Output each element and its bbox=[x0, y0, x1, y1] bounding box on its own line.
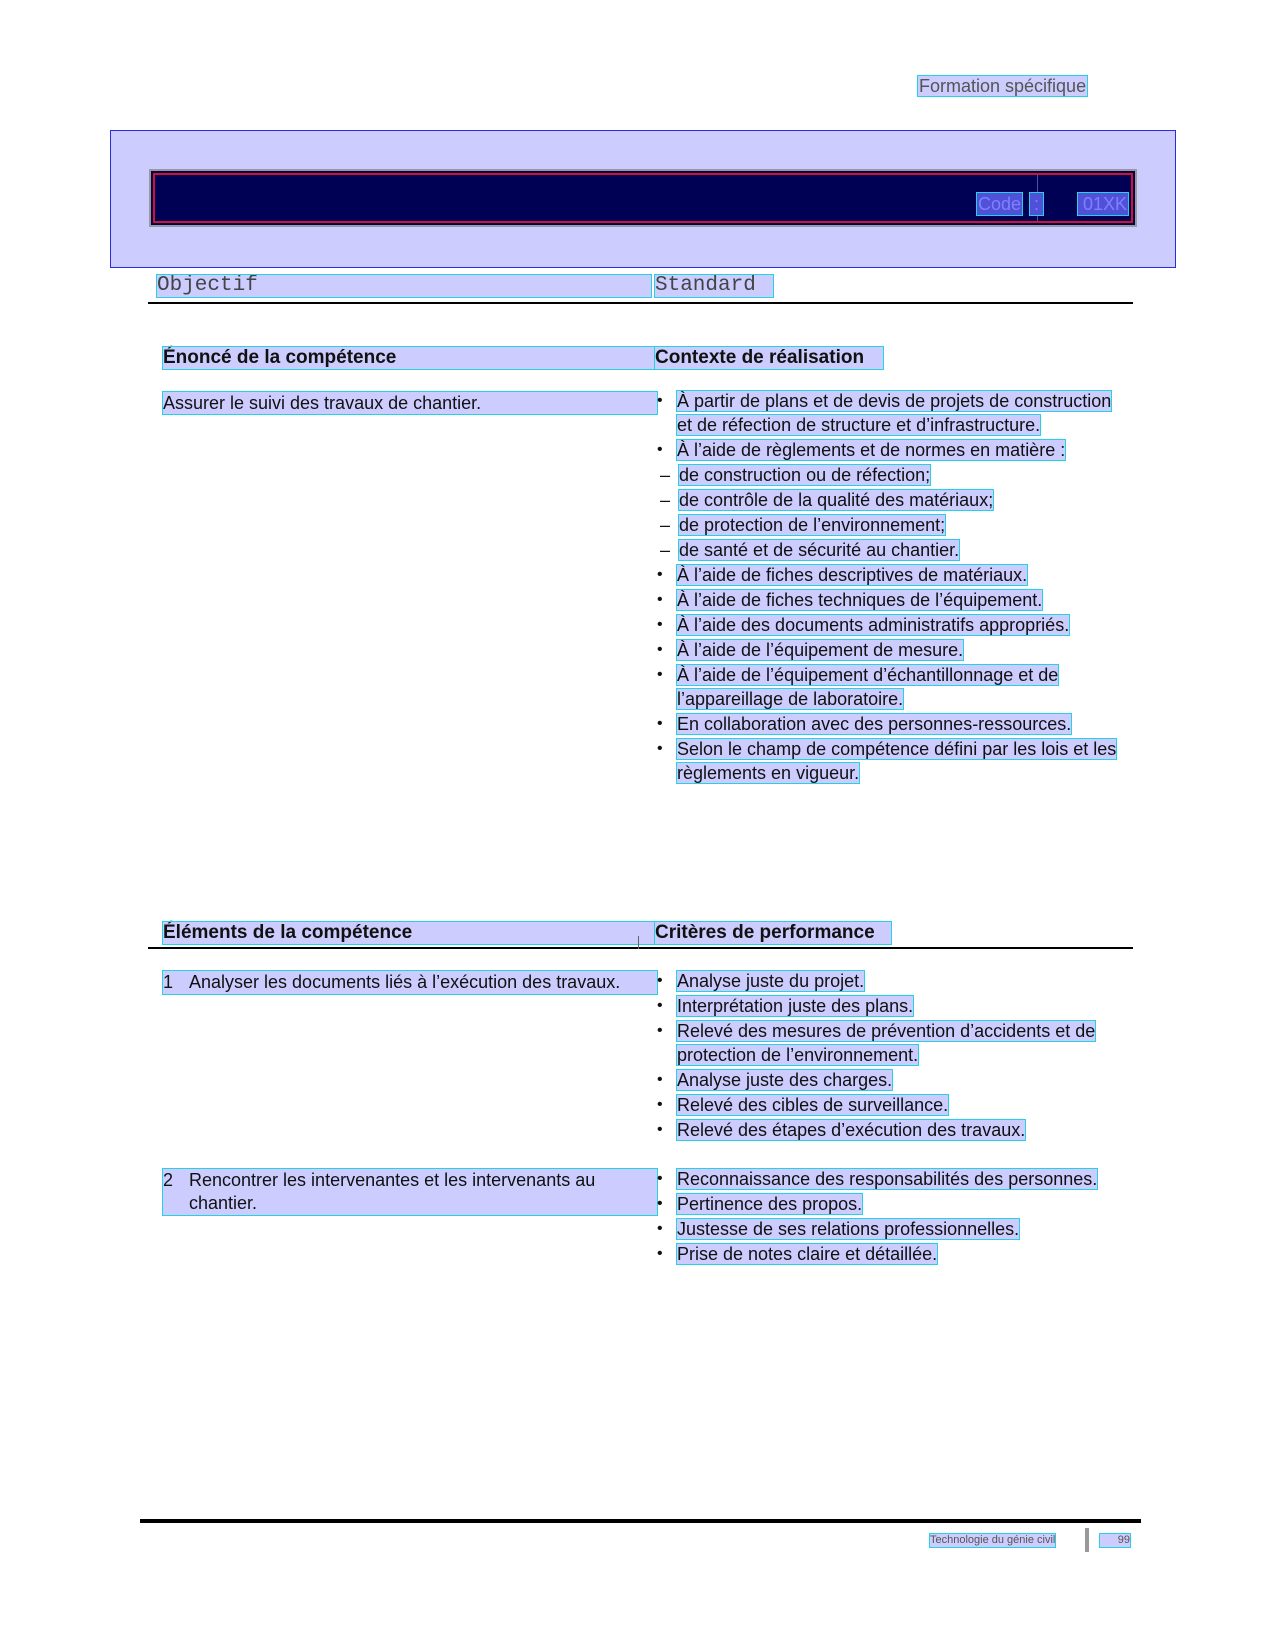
bullet-icon: • bbox=[657, 1195, 663, 1212]
list-item-text: Relevé des mesures de prévention d’accidents et de protection de l’environnement. bbox=[677, 1021, 1096, 1065]
bullet-icon: • bbox=[657, 1096, 663, 1113]
dash-item bbox=[655, 538, 1120, 562]
list-item-text: À l’aide de règlements et de normes en matière : bbox=[677, 440, 1066, 460]
dash-icon: – bbox=[660, 540, 671, 560]
footer-rule bbox=[140, 1519, 1141, 1523]
bullet-item bbox=[655, 1242, 1120, 1266]
contexte-heading: Contexte de réalisation bbox=[655, 347, 883, 369]
element-text: Rencontrer les intervenantes et les intervenants au chantier. bbox=[189, 1170, 596, 1213]
list-item-text: À l’aide de l’équipement de mesure. bbox=[677, 640, 964, 660]
list-item-text: de construction ou de réfection; bbox=[679, 465, 931, 485]
criteria-list bbox=[655, 1167, 1120, 1267]
bullet-item bbox=[655, 663, 1120, 711]
dash-icon: – bbox=[660, 490, 671, 510]
column-divider-tick bbox=[638, 936, 639, 949]
footer-title: Technologie du génie civil bbox=[930, 1534, 1056, 1546]
bullet-item bbox=[655, 1068, 1120, 1092]
enonce-text: Assurer le suivi des travaux de chantier. bbox=[163, 392, 657, 414]
code-colon: : bbox=[1030, 193, 1043, 215]
bullet-icon: • bbox=[657, 1170, 663, 1187]
list-item-text: Analyse juste du projet. bbox=[677, 971, 865, 991]
bullet-icon: • bbox=[657, 997, 663, 1014]
bullet-icon: • bbox=[657, 1022, 663, 1039]
bullet-icon: • bbox=[657, 972, 663, 989]
bullet-item bbox=[655, 613, 1120, 637]
code-bar-frame bbox=[153, 173, 1133, 223]
list-item-text: Relevé des étapes d’exécution des travaux. bbox=[677, 1120, 1026, 1140]
page-number: 99 bbox=[1100, 1534, 1130, 1547]
list-item-text: À l’aide de l’équipement d’échantillonnage et de l’appareillage de laboratoire. bbox=[677, 665, 1059, 709]
list-item-text: Prise de notes claire et détaillée. bbox=[677, 1244, 938, 1264]
dash-icon: – bbox=[660, 465, 671, 485]
footer-separator bbox=[1085, 1528, 1089, 1552]
bullet-item bbox=[655, 1019, 1120, 1067]
bullet-item bbox=[655, 994, 1120, 1018]
list-item-text: Justesse de ses relations professionnelles. bbox=[677, 1219, 1020, 1239]
bullet-item bbox=[655, 588, 1120, 612]
bullet-icon: • bbox=[657, 715, 663, 732]
bullet-icon: • bbox=[657, 591, 663, 608]
dash-icon: – bbox=[660, 515, 671, 535]
elements-rule bbox=[148, 947, 1133, 949]
list-item-text: À l’aide des documents administratifs appropriés. bbox=[677, 615, 1070, 635]
bullet-item bbox=[655, 638, 1120, 662]
bullet-icon: • bbox=[657, 441, 663, 458]
bullet-item bbox=[655, 1192, 1120, 1216]
column-objectif: Objectif bbox=[157, 275, 651, 297]
list-item-text: de santé et de sécurité au chantier. bbox=[679, 540, 960, 560]
bullet-icon: • bbox=[657, 392, 663, 409]
list-item-text: En collaboration avec des personnes-ressources. bbox=[677, 714, 1072, 734]
list-item-text: À l’aide de fiches descriptives de matériaux. bbox=[677, 565, 1028, 585]
bullet-icon: • bbox=[657, 1121, 663, 1138]
element-text: Analyser les documents liés à l’exécution des travaux. bbox=[189, 972, 621, 992]
list-item-text: de protection de l’environnement; bbox=[679, 515, 946, 535]
code-banner bbox=[110, 130, 1176, 268]
code-label: Code bbox=[978, 194, 1022, 214]
bullet-item bbox=[655, 712, 1120, 736]
list-item-text: Reconnaissance des responsabilités des personnes. bbox=[677, 1169, 1098, 1189]
list-item-text: Selon le champ de compétence défini par les lois et les règlements en vigueur. bbox=[677, 739, 1117, 783]
bullet-item bbox=[655, 1093, 1120, 1117]
bullet-item bbox=[655, 563, 1120, 587]
bullet-icon: • bbox=[657, 666, 663, 683]
bullet-icon: • bbox=[657, 1245, 663, 1262]
bullet-icon: • bbox=[657, 566, 663, 583]
element-item bbox=[163, 971, 657, 994]
criteria-heading: Critères de performance bbox=[655, 922, 891, 944]
list-item-text: À partir de plans et de devis de projets de construction et de réfection de structure et d’infrastructure. bbox=[677, 391, 1112, 435]
bullet-icon: • bbox=[657, 1071, 663, 1088]
list-item-text: Pertinence des propos. bbox=[677, 1194, 863, 1214]
header-rule bbox=[148, 302, 1133, 304]
element-number: 2 bbox=[163, 1170, 174, 1190]
enonce-heading: Énoncé de la compétence bbox=[163, 347, 657, 369]
list-item-text: de contrôle de la qualité des matériaux; bbox=[679, 490, 994, 510]
elements-heading: Éléments de la compétence bbox=[163, 922, 657, 944]
list-item-text: Analyse juste des charges. bbox=[677, 1070, 893, 1090]
bullet-icon: • bbox=[657, 740, 663, 757]
list-item-text: Relevé des cibles de surveillance. bbox=[677, 1095, 949, 1115]
code-bar bbox=[149, 169, 1137, 227]
list-item-text: Interprétation juste des plans. bbox=[677, 996, 914, 1016]
bullet-icon: • bbox=[657, 616, 663, 633]
code-value: 01XK bbox=[1078, 193, 1128, 215]
dash-item bbox=[655, 513, 1120, 537]
dash-item bbox=[655, 488, 1120, 512]
criteria-list bbox=[655, 969, 1120, 1143]
contexte-list bbox=[655, 389, 1120, 786]
bullet-item bbox=[655, 438, 1120, 462]
dash-item bbox=[655, 463, 1120, 487]
bullet-item bbox=[655, 969, 1120, 993]
element-number: 1 bbox=[163, 972, 174, 992]
column-standard: Standard bbox=[655, 275, 773, 297]
bullet-item bbox=[655, 737, 1120, 785]
bullet-item bbox=[655, 389, 1120, 437]
list-item-text: À l’aide de fiches techniques de l’équipement. bbox=[677, 590, 1043, 610]
bullet-icon: • bbox=[657, 641, 663, 658]
bullet-item bbox=[655, 1118, 1120, 1142]
running-head: Formation spécifique bbox=[919, 76, 1087, 96]
element-item bbox=[163, 1169, 657, 1215]
bullet-item bbox=[655, 1167, 1120, 1191]
bullet-icon: • bbox=[657, 1220, 663, 1237]
bullet-item bbox=[655, 1217, 1120, 1241]
